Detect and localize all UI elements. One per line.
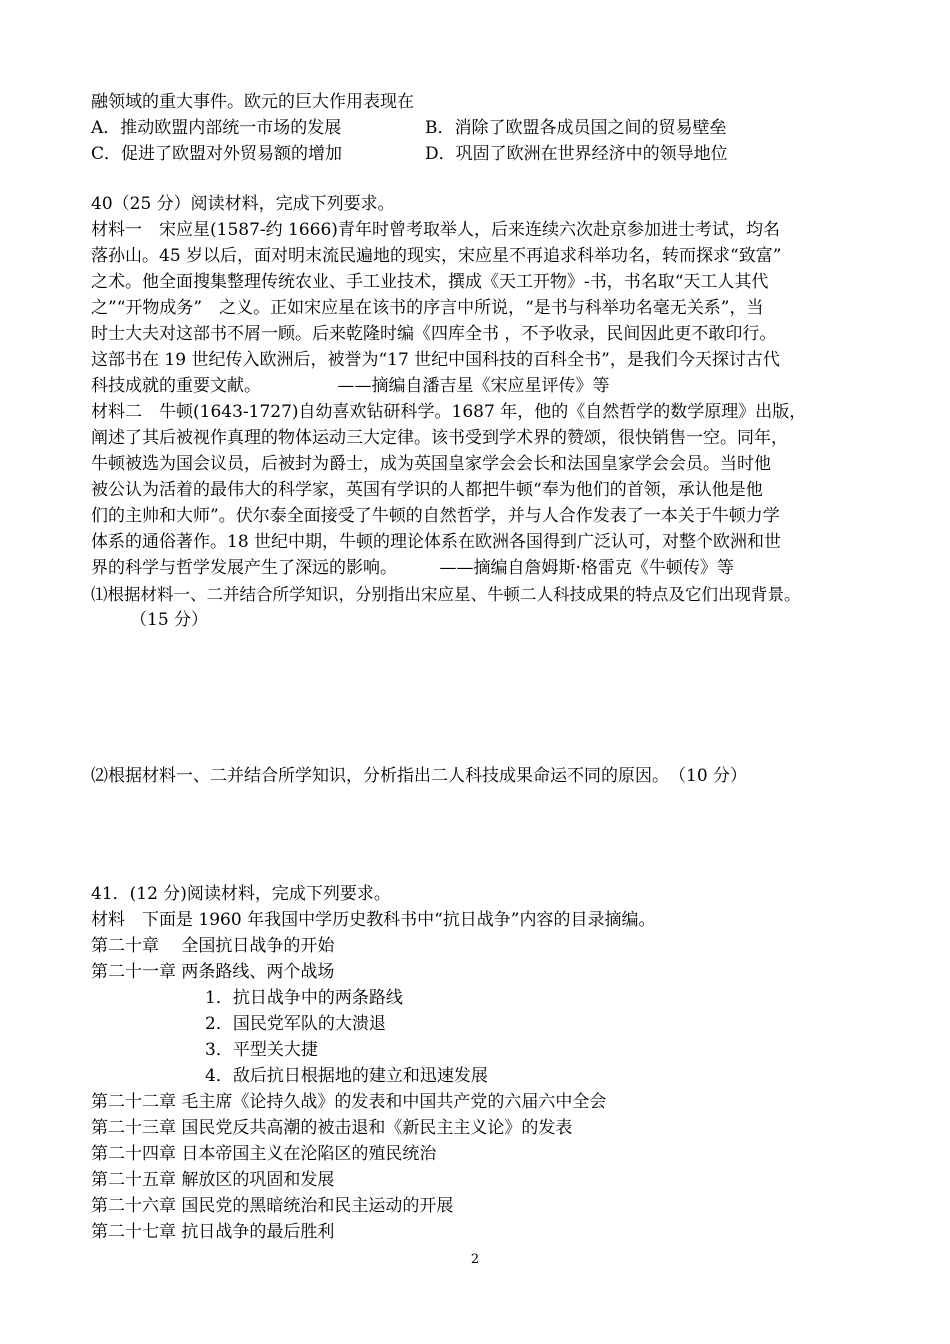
q40-material2-line: 材料二 牛顿(1643-1727)自幼喜欢钻研科学。1687 年，他的《自然哲学的数学原理》出版， bbox=[91, 402, 807, 422]
page-number: 2 bbox=[470, 1252, 480, 1267]
q39-options-row1 bbox=[91, 116, 851, 141]
toc-chapter-25: 第二十五章 解放区的巩固和发展 bbox=[91, 1170, 335, 1190]
q39-stem: 融领域的重大事件。欧元的巨大作用表现在 bbox=[91, 92, 414, 112]
toc-section: 3．平型关大捷 bbox=[205, 1040, 318, 1060]
q40-material1-line: 这部书在 19 世纪传入欧洲后，被誉为“17 世纪中国科技的百科全书”，是我们今天探讨古代 bbox=[91, 350, 780, 370]
q40-material2-source-line: 界的科学与哲学发展产生了深远的影响。 ——摘编自詹姆斯·格雷克《牛顿传》等 bbox=[91, 558, 734, 578]
q40-material1-line: 时士大夫对这部书不屑一顾。后来乾隆时编《四库全书 ，不予收录，民间因此更不敢印行。 bbox=[91, 324, 777, 344]
q40-material1-source-line: 科技成就的重要文献。 ——摘编自潘吉星《宋应星评传》等 bbox=[91, 376, 610, 396]
q40-material2-line: 阐述了其后被视作真理的物体运动三大定律。该书受到学术界的赞颂，很快销售一空。同年， bbox=[91, 428, 788, 448]
toc-section: 4．敌后抗日根据地的建立和迅速发展 bbox=[205, 1066, 488, 1086]
q40-part1-score: （15 分） bbox=[130, 610, 209, 630]
toc-chapter-24: 第二十四章 日本帝国主义在沦陷区的殖民统治 bbox=[91, 1144, 437, 1164]
toc-section: 1．抗日战争中的两条路线 bbox=[205, 988, 403, 1008]
toc-chapter-22: 第二十二章 毛主席《论持久战》的发表和中国共产党的六届六中全会 bbox=[91, 1092, 607, 1112]
toc-chapter-27: 第二十七章 抗日战争的最后胜利 bbox=[91, 1222, 335, 1242]
q40-part1: ⑴根据材料一、二并结合所学知识，分别指出宋应星、牛顿二人科技成果的特点及它们出现背景。 bbox=[91, 585, 801, 604]
q40-material1-line: 之术。他全面搜集整理传统农业、手工业技术，撰成《天工开物》-书，书名取“天工人其代 bbox=[91, 272, 769, 292]
q40-material2-line: 被公认为活着的最伟大的科学家，英国有学识的人都把牛顿“奉为他们的首领，承认他是他 bbox=[91, 480, 763, 500]
q41-material: 材料 下面是 1960 年我国中学历史教科书中“抗日战争”内容的目录摘编。 bbox=[91, 910, 656, 930]
toc-chapter-20: 第二十章 全国抗日战争的开始 bbox=[91, 936, 335, 956]
q41-header: 41．(12 分)阅读材料，完成下列要求。 bbox=[91, 884, 391, 904]
q40-material2-line: 牛顿被选为国会议员，后被封为爵士，成为英国皇家学会会长和法国皇家学会会员。当时他 bbox=[91, 454, 771, 474]
q39-option-a: A．推动欧盟内部统一市场的发展 bbox=[91, 118, 342, 138]
q39-options-row2 bbox=[91, 142, 851, 167]
q40-material1-line: 之”“开物成务” 之义。正如宋应星在该书的序言中所说，“是书与科举功名毫无关系”，当 bbox=[91, 298, 764, 318]
q40-part2: ⑵根据材料一、二并结合所学知识，分析指出二人科技成果命运不同的原因。 （10 分） bbox=[91, 766, 748, 786]
q40-material2-line: 们的主帅和大师”。伏尔泰全面接受了牛顿的自然哲学，并与人合作发表了一本关于牛顿力学 bbox=[91, 506, 780, 526]
q40-material2-line: 体系的通俗著作。18 世纪中期，牛顿的理论体系在欧洲各国得到广泛认可，对整个欧洲和世 bbox=[91, 532, 782, 552]
toc-chapter-23: 第二十三章 国民党反共高潮的被击退和《新民主主义论》的发表 bbox=[91, 1118, 573, 1138]
q40-material1-line: 落孙山。45 岁以后，面对明末流民遍地的现实，宋应星不再追求科举功名，转而探求“致富” bbox=[91, 246, 782, 266]
toc-chapter-26: 第二十六章 国民党的黑暗统治和民主运动的开展 bbox=[91, 1196, 454, 1216]
q40-header: 40（25 分）阅读材料，完成下列要求。 bbox=[91, 194, 395, 214]
q39-option-c: C．促进了欧盟对外贸易额的增加 bbox=[91, 144, 343, 164]
toc-section: 2．国民党军队的大溃退 bbox=[205, 1014, 386, 1034]
toc-chapter-21: 第二十一章 两条路线、两个战场 bbox=[91, 962, 335, 982]
q40-material1-line: 材料一 宋应星(1587-约 1666)青年时曾考取举人，后来连续六次赴京参加进士考试，均名 bbox=[91, 220, 780, 240]
q39-option-d: D．巩固了欧洲在世界经济中的领导地位 bbox=[425, 144, 728, 164]
q39-option-b: B．消除了欧盟各成员国之间的贸易壁垒 bbox=[425, 118, 727, 138]
